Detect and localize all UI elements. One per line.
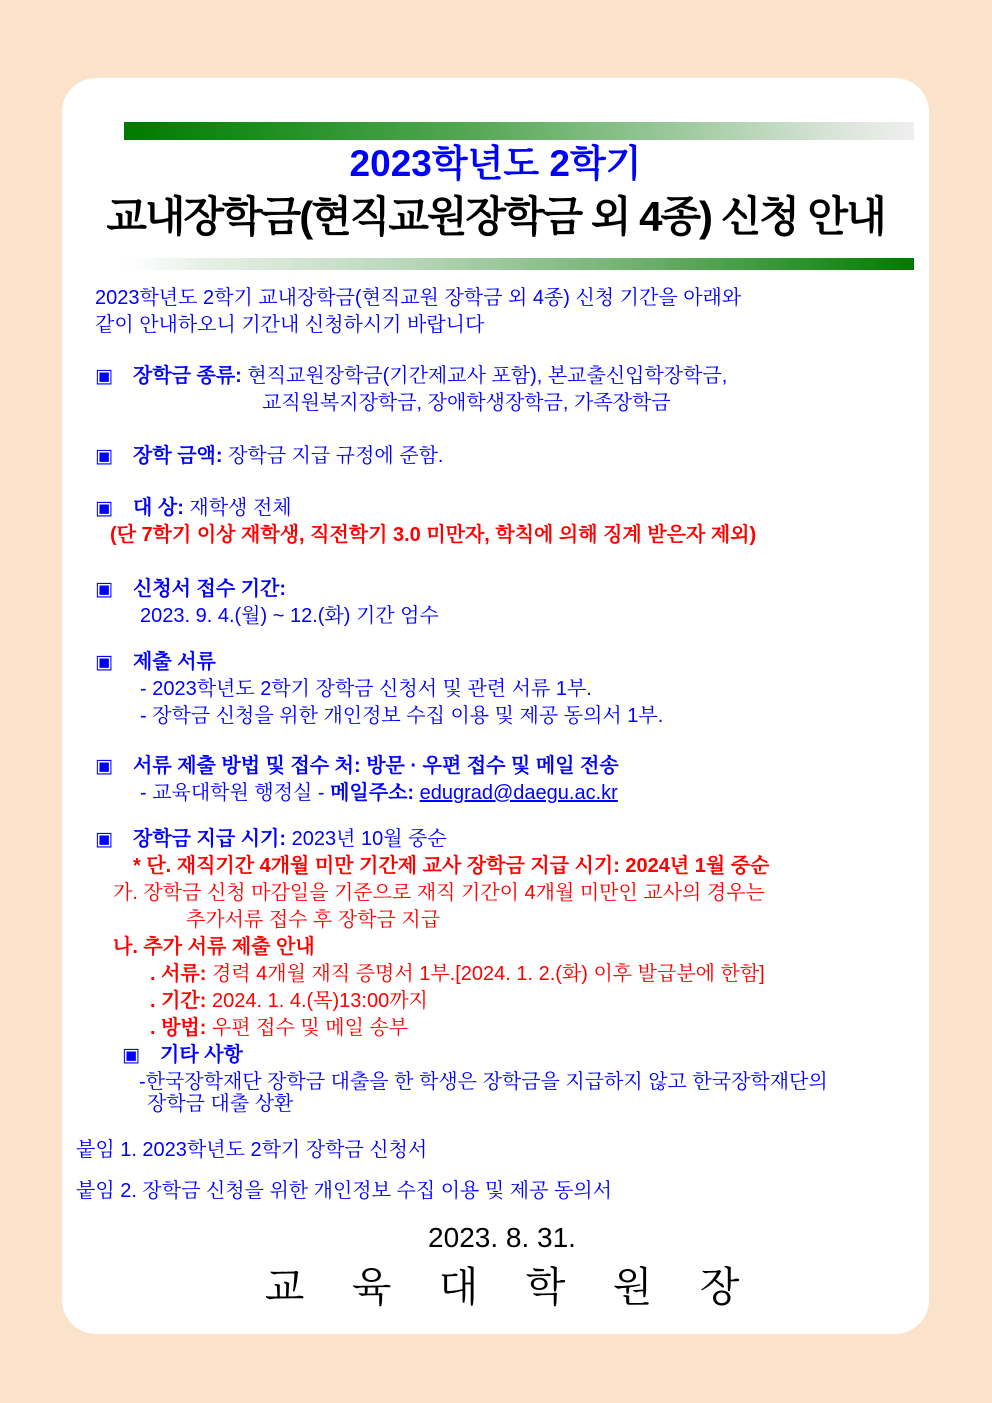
section-documents bbox=[95, 649, 909, 730]
square-bullet-icon: ▣ bbox=[95, 756, 113, 777]
section-target bbox=[95, 495, 909, 549]
header-accent-bar-bottom bbox=[124, 258, 914, 270]
section-documents-item1: - 2023학년도 2학기 장학금 신청서 및 관련 서류 1부. bbox=[140, 678, 592, 700]
extra-doc-text: 경력 4개월 재직 증명서 1부.[2024. 1. 2.(화) 이후 발급분에 한함] bbox=[211, 963, 765, 985]
section-label: 제출 서류 bbox=[133, 651, 216, 673]
section-text: 2023년 10월 중순 bbox=[291, 828, 447, 850]
square-bullet-icon: ▣ bbox=[95, 829, 113, 850]
section-text: 방문 · 우편 접수 및 메일 전송 bbox=[366, 755, 619, 777]
notice-body bbox=[76, 283, 909, 1310]
section-etc-line2: 장학금 대출 상환 bbox=[147, 1093, 294, 1115]
payment-extra-doc bbox=[95, 961, 909, 988]
section-label: 대 상: bbox=[133, 497, 184, 519]
intro-paragraph bbox=[95, 285, 909, 339]
square-bullet-icon: ▣ bbox=[95, 366, 113, 387]
attachment-1: 붙임 1. 2023학년도 2학기 장학금 신청서 bbox=[76, 1139, 428, 1161]
extra-period-text: 2024. 1. 4.(목)13:00까지 bbox=[211, 990, 428, 1012]
extra-period-label: . 기간: bbox=[150, 990, 207, 1012]
payment-note-ga-line2: 추가서류 접수 후 장학금 지급 bbox=[186, 909, 441, 931]
extra-doc-label: . 서류: bbox=[150, 963, 207, 985]
section-application-period bbox=[95, 576, 909, 630]
section-payment-heading bbox=[95, 826, 909, 853]
payment-extra-period bbox=[95, 988, 909, 1015]
section-submission bbox=[95, 753, 909, 807]
office-text: - 교육대학원 행정실 - bbox=[140, 782, 331, 804]
section-submission-office-line bbox=[95, 780, 909, 807]
notice-title-main: 교내장학금(현직교원장학금 외 4종) 신청 안내 bbox=[106, 193, 885, 240]
payment-note-na: 나. 추가 서류 제출 안내 bbox=[113, 936, 315, 958]
payment-extra-method bbox=[95, 1015, 909, 1042]
section-scholarship-types bbox=[95, 363, 909, 417]
notice-date: 2023. 8. 31. bbox=[428, 1222, 576, 1253]
notice-card bbox=[62, 78, 929, 1334]
signature-dean-of-graduate-school: 교 육 대 학 원 장 bbox=[264, 1264, 740, 1310]
section-label: 장학금 종류: bbox=[133, 365, 242, 387]
section-etc-heading bbox=[95, 1042, 909, 1069]
section-target-exclusion-note: (단 7학기 이상 재학생, 직전학기 3.0 미만자, 학칙에 의해 징계 받은자 제외) bbox=[110, 524, 757, 546]
notice-title-semester: 2023학년도 2학기 bbox=[349, 143, 642, 184]
section-label: 서류 제출 방법 및 접수 처: bbox=[133, 755, 361, 777]
section-etc bbox=[95, 1042, 909, 1115]
payment-note-star: * 단. 재직기간 4개월 미만 기간제 교사 장학금 지급 시기: 2024년 1월 중순 bbox=[133, 855, 770, 877]
section-submission-heading bbox=[95, 753, 909, 780]
section-application-period-heading bbox=[95, 576, 909, 603]
section-documents-heading bbox=[95, 649, 909, 676]
section-scholarship-types-line2: 교직원복지장학금, 장애학생장학금, 가족장학금 bbox=[262, 392, 671, 414]
intro-line-2: 같이 안내하오니 기간내 신청하시기 바랍니다 bbox=[95, 314, 485, 336]
square-bullet-icon: ▣ bbox=[95, 579, 113, 600]
section-target-heading bbox=[95, 495, 909, 522]
intro-line-1: 2023학년도 2학기 교내장학금(현직교원 장학금 외 4종) 신청 기간을 아래와 bbox=[95, 287, 742, 309]
square-bullet-icon: ▣ bbox=[122, 1045, 140, 1066]
section-text: 장학금 지급 규정에 준함. bbox=[228, 445, 444, 467]
square-bullet-icon: ▣ bbox=[95, 446, 113, 467]
header-accent-bar-top bbox=[124, 122, 914, 140]
attachment-2: 붙임 2. 장학금 신청을 위한 개인정보 수집 이용 및 제공 동의서 bbox=[76, 1180, 612, 1202]
extra-method-label: . 방법: bbox=[150, 1017, 207, 1039]
section-application-period-dates: 2023. 9. 4.(월) ~ 12.(화) 기간 엄수 bbox=[140, 605, 439, 627]
section-documents-item2: - 장학금 신청을 위한 개인정보 수집 이용 및 제공 동의서 1부. bbox=[140, 705, 664, 727]
section-etc-line1: -한국장학재단 장학금 대출을 한 학생은 장학금을 지급하지 않고 한국장학재단의 bbox=[139, 1071, 828, 1093]
square-bullet-icon: ▣ bbox=[95, 498, 113, 519]
section-label: 신청서 접수 기간: bbox=[133, 578, 287, 600]
payment-note-ga-line1: 가. 장학금 신청 마감일을 기준으로 재직 기간이 4개월 미만인 교사의 경우는 bbox=[113, 882, 765, 904]
section-scholarship-types-heading bbox=[95, 363, 909, 390]
mail-label: 메일주소: bbox=[330, 782, 420, 804]
section-label: 장학 금액: bbox=[133, 445, 223, 467]
extra-method-text: 우편 접수 및 메일 송부 bbox=[211, 1017, 409, 1039]
square-bullet-icon: ▣ bbox=[95, 652, 113, 673]
section-text: 현직교원장학금(기간제교사 포함), 본교출신입학장학금, bbox=[247, 365, 728, 387]
email-link[interactable]: edugrad@daegu.ac.kr bbox=[419, 782, 618, 804]
section-amount-heading bbox=[95, 443, 909, 470]
section-label: 기타 사항 bbox=[160, 1044, 243, 1066]
section-amount bbox=[95, 443, 909, 470]
section-text: 재학생 전체 bbox=[189, 497, 292, 519]
section-payment bbox=[95, 826, 909, 1042]
section-label: 장학금 지급 시기: bbox=[133, 828, 287, 850]
